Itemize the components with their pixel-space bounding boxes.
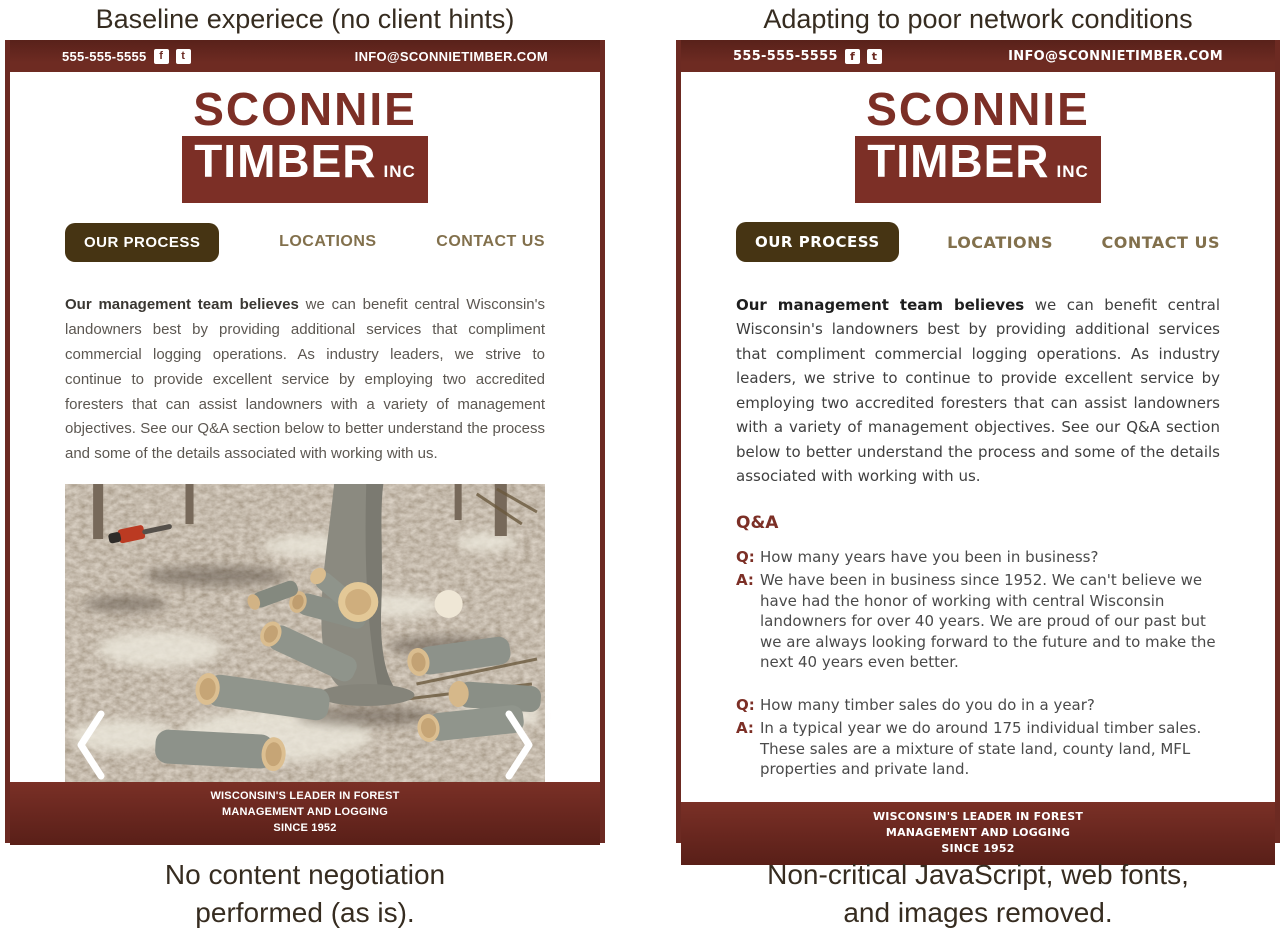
site-topbar — [681, 40, 1275, 72]
answer-row — [736, 718, 1220, 780]
a-label: A: — [736, 571, 754, 590]
caption-line: Non-critical JavaScript, web fonts, — [767, 859, 1189, 890]
main-nav — [10, 221, 600, 263]
qa-heading: Q&A — [736, 512, 779, 533]
caption-baseline: Baseline experiece (no client hints) — [95, 4, 515, 34]
question-row — [736, 695, 1220, 716]
nav-item-contact-us[interactable]: CONTACT US — [436, 233, 545, 250]
logo-word-sconnie: SCONNIE — [193, 83, 417, 135]
logo-timber-text: TIMBER — [867, 135, 1050, 187]
site-logo — [10, 72, 600, 203]
baseline-screenshot — [5, 40, 605, 843]
nav-item-contact-us[interactable]: CONTACT US — [1101, 232, 1220, 252]
logo-word-timber — [182, 136, 428, 203]
intro-body: we can benefit central Wisconsin's landowners best by providing additional services that compliment commercial logging operations. As industry leaders, we strive to continue to provide excellent service by employing two accredited foresters that can assist landowners with a variety of management objectives. See our Q&A section below to better understand the process and some of the details associated with working with us. — [65, 296, 545, 463]
phone-number: 555-555-5555 — [733, 48, 838, 64]
main-nav — [681, 221, 1275, 263]
answer-text: In a typical year we do around 175 individual timber sales. These sales are a mixture of state land, county land, MFL properties and private land. — [760, 719, 1202, 779]
a-label: A: — [736, 719, 754, 738]
caption-adapted-note — [676, 856, 1280, 932]
intro-lead: Our management team believes — [736, 296, 1025, 314]
question-text: How many timber sales do you do in a year? — [760, 695, 1095, 714]
caption-line: and images removed. — [843, 897, 1113, 928]
email-link[interactable]: INFO@SCONNIETIMBER.COM — [1008, 48, 1223, 64]
footer-line: WISCONSIN'S LEADER IN FOREST — [872, 809, 1084, 823]
phone-number: 555-555-5555 — [62, 48, 147, 64]
logo-word-timber — [855, 136, 1101, 203]
logo-timber-text: TIMBER — [194, 135, 377, 187]
facebook-icon[interactable]: f — [154, 49, 169, 64]
q-label: Q: — [736, 547, 755, 566]
site-logo — [681, 72, 1275, 203]
footer-line: SINCE 1952 — [941, 841, 1015, 855]
intro-body: we can benefit central Wisconsin's landowners best by providing additional services that compliment commercial logging operations. As industry leaders, we strive to continue to provide excellent service by employing two accredited foresters that can assist landowners with a variety of management objectives. See our Q&A section below to better understand the process and some of the details associated with working with us. — [736, 296, 1220, 486]
footer-line: WISCONSIN'S LEADER IN FOREST — [210, 790, 400, 803]
footer-line: MANAGEMENT AND LOGGING — [222, 806, 388, 819]
nav-item-locations[interactable]: LOCATIONS — [279, 233, 377, 250]
caption-line: No content negotiation — [164, 859, 446, 890]
intro-paragraph — [736, 293, 1220, 489]
answer-row — [736, 570, 1220, 673]
carousel-next-button[interactable] — [501, 596, 537, 670]
intro-lead: Our management team believes — [65, 296, 299, 313]
qa-item — [736, 547, 1220, 673]
timber-photo — [65, 484, 545, 782]
footer-line: MANAGEMENT AND LOGGING — [885, 825, 1071, 839]
caption-baseline-note — [5, 856, 605, 932]
chevron-left-icon — [73, 596, 109, 894]
twitter-icon[interactable]: t — [867, 49, 882, 64]
twitter-icon[interactable]: t — [176, 49, 191, 64]
intro-paragraph — [65, 293, 545, 467]
email-link[interactable]: INFO@SCONNIETIMBER.COM — [354, 48, 548, 64]
caption-adapted: Adapting to poor network conditions — [763, 4, 1193, 34]
answer-text: We have been in business since 1952. We can't believe we have had the honor of working with central Wisconsin landowners for over 40 years. We are proud of our past but we are always looking forward to the future and to make the next 40 years even better. — [760, 571, 1216, 672]
question-text: How many years have you been in business? — [760, 547, 1099, 566]
question-row — [736, 547, 1220, 568]
adapted-screenshot — [676, 40, 1280, 855]
nav-item-our-process[interactable]: OUR PROCESS — [65, 223, 219, 262]
qa-item — [736, 695, 1220, 780]
logo-word-sconnie: SCONNIE — [866, 83, 1090, 135]
logo-inc-suffix: INC — [1056, 162, 1089, 181]
site-topbar — [10, 40, 600, 72]
caption-line: performed (as is). — [195, 897, 415, 928]
chevron-right-icon — [501, 596, 537, 894]
qa-section — [736, 513, 1220, 802]
logo-inc-suffix: INC — [383, 162, 416, 181]
footer-line: SINCE 1952 — [273, 822, 337, 835]
q-label: Q: — [736, 695, 755, 714]
photo-carousel — [65, 484, 545, 782]
nav-item-our-process[interactable]: OUR PROCESS — [736, 222, 899, 262]
carousel-prev-button[interactable] — [73, 596, 109, 670]
facebook-icon[interactable]: f — [845, 49, 860, 64]
nav-item-locations[interactable]: LOCATIONS — [947, 232, 1054, 252]
